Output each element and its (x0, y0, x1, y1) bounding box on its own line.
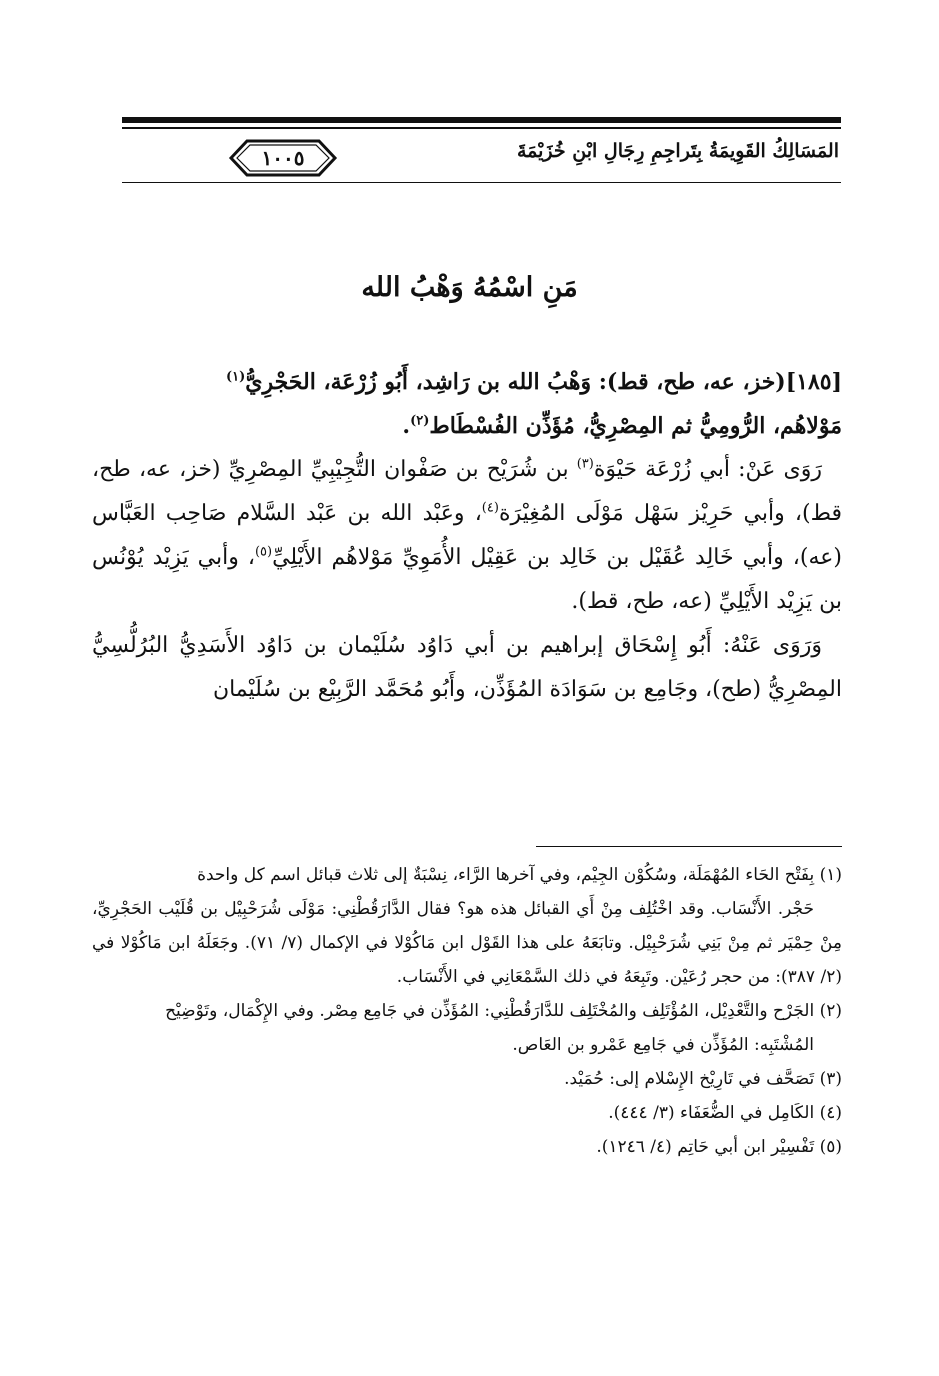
footnote-ref-4: (٤) (481, 500, 499, 516)
page-number: ١٠٠٥ (261, 146, 305, 170)
footnote-ref-5: (٥) (254, 544, 273, 560)
entry-heading (92, 360, 842, 404)
footnote-1-rest: حَجْر. الأَنْسَاب. وقد اخْتُلِف مِنْ أَي القبائل هذه هو؟ فقال الدَّارَقُطْنِي: مَوْلَى شُرَحْبِيْل بن قُلَيْب الحَجْرِيِّ، مِنْ حِمْيَر ثم مِنْ بَنِي شُرَحْبِيْل. وتابَعَهُ على هذا القَوْل ابن مَاكُوْلا في الإكمال (٧/ ٧١). وجَعَلَهُ ابن مَاكُوْلا في (٢/ ٣٨٧): من حجر رُعَيْن. وتَبِعَهُ في ذلك السَّمْعَانِي في الأَنْسَاب. (92, 899, 842, 987)
entry-heading-text: [١٨٥](خز، عه، طح، قط): وَهْبُ الله بن رَاشِد، أَبُو زُرْعَة، الحَجْرِيُّ (245, 369, 842, 395)
footnote-5: (٥) تَفْسِيْر ابن أبي حَاتِم (٤/ ١٢٤٦). (596, 1137, 842, 1157)
narrated-from-text-3: ، وعَبْد الله بن عَبْد السَّلام صَاحِب العَبَّاس (عه)، وأبي خَالِد عُقَيْل بن خَالِد بن عَقِيْل الأُمَوِيِّ مَوْلاهُم الأَيْلِيِّ (92, 501, 842, 570)
header-underline (122, 182, 841, 183)
footnote-1 (92, 858, 842, 994)
narrated-from-text-4: ، وأبي يَزِيْد يُوْنُس بن يَزِيْد الأَيْلِيِّ (عه، طح، قط). (92, 545, 842, 614)
footnote-ref-1: (١) (225, 369, 246, 385)
header-rule-thick (122, 117, 841, 123)
header-rule-thin (122, 127, 841, 129)
entry-body (92, 360, 842, 712)
entry-heading-line2-text: مَوْلاهُم، الرُّومِيُّ ثم المِصْرِيُّ، مُؤَذِّن الفُسْطَاط (429, 413, 842, 439)
running-title: المَسَالِكُ القَوِيمَةُ بِتَراجِمِ رِجَالِ ابْنِ خُزَيْمَةَ (516, 140, 839, 162)
footnote-3: (٣) تَصَحَّف في تَارِيْخ الإِسْلام إلى: حُمَيْد. (564, 1069, 842, 1089)
chapter-heading: مَنِ اسْمُهُ وَهْبُ الله (361, 272, 578, 303)
narrated-by-paragraph: وَرَوَى عَنْهُ: أَبُو إِسْحَاق إبراهيم بن أبي دَاوُد سُلَيْمان بن دَاوُد الأَسَدِيُّ البُرُلُّسِيُّ المِصْرِيُّ (طح)، وجَامِع بن سَوَادَة المُؤَذِّن، وأَبُو مُحَمَّد الرَّبِيْع بن سُلَيْمان (92, 633, 842, 702)
narrated-from-text-2: بن شُرَيْح بن صَفْوان التُّجِيْبِيِّ المِصْرِيِّ (خز، عه، طح، قط)، وأبي حَرِيْز سَهْل مَوْلَى المُغِيْرَة (92, 457, 843, 526)
footnote-1-line1: (١) بِفَتْح الحَاء المُهْمَلَة، وسُكُوْن الجِيْم، وفي آخرها الرَّاء، نِسْبَةٌ إلى ثلاث قبائل اسم كل واحدة (197, 865, 842, 885)
narrated-from-text-1: رَوَى عَنْ: أبي زُرْعَة حَيْوَة (593, 457, 822, 482)
entry-heading-line2: مَوْلاهُم، الرُّومِيُّ ثم المِصْرِيُّ، مُؤَذِّن الفُسْطَاط$^{(٢)}$. (402, 413, 842, 439)
footnote-4: (٤) الكَامِل في الضُّعَفَاء (٣/ ٤٤٤). (608, 1103, 842, 1123)
footnote-2-rest: المُشْتَبِه: المُؤَذِّن في جَامِع عَمْرو بن العَاص. (512, 1035, 814, 1055)
page-number-badge (227, 138, 339, 178)
narrated-from-paragraph (92, 448, 842, 624)
footnote-separator (536, 846, 842, 847)
footnote-ref-2: (٢) (410, 413, 430, 429)
footnote-2 (92, 994, 842, 1062)
footnote-ref-3: (٣) (576, 456, 594, 472)
footnotes (92, 858, 842, 1164)
footnote-2-line1: (٢) الجَرْح والتَّعْدِيْل، المُؤْتَلِف والمُخْتَلِف للدَّارَقُطْنِي: المُؤَذِّن في جَامِع مِصْر. وفي الإِكْمَال، وتَوْضِيْح (165, 1001, 842, 1021)
